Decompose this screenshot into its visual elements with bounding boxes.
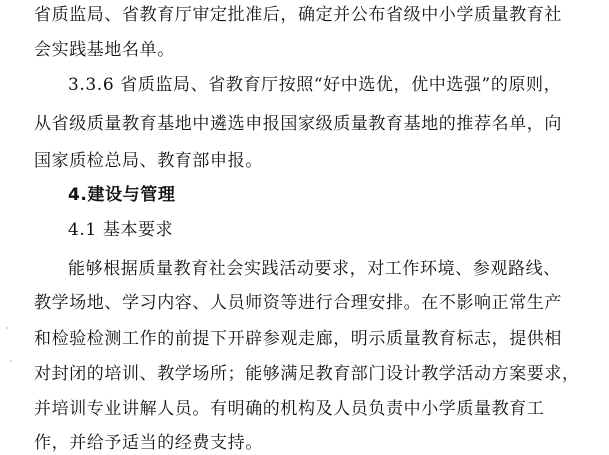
section-3-3-6-line-3: 国家质检总局、教育部申报。 bbox=[34, 151, 263, 171]
scan-speck bbox=[6, 327, 8, 329]
paragraph-line-2: 会实践基地名单。 bbox=[34, 40, 175, 60]
requirements-line-4: 对封闭的培训、教学场所；能够满足教育部门设计教学活动方案要求， bbox=[34, 364, 580, 384]
requirements-line-3: 和检验检测工作的前提下开辟参观走廊，明示质量教育标志，提供相 bbox=[34, 329, 562, 349]
subsection-heading-4-1: 4.1 基本要求 bbox=[68, 220, 174, 240]
requirements-line-5: 并培训专业讲解人员。有明确的机构及人员负责中小学质量教育工 bbox=[34, 399, 545, 419]
requirements-line-1: 能够根据质量教育社会实践活动要求，对工作环境、参观路线、 bbox=[68, 259, 561, 279]
paragraph-line-1: 省质监局、省教育厅审定批准后，确定并公布省级中小学质量教育社 bbox=[34, 5, 562, 25]
requirements-line-6: 作，并给予适当的经费支持。 bbox=[34, 433, 263, 453]
section-3-3-6-line-2: 从省级质量教育基地中遴选申报国家级质量教育基地的推荐名单，向 bbox=[34, 114, 562, 134]
section-3-3-6-line-1: 3.3.6 省质监局、省教育厅按照“好中选优，优中选强”的原则， bbox=[68, 75, 562, 95]
requirements-line-2: 教学场地、学习内容、人员师资等进行合理安排。在不影响正常生产 bbox=[34, 293, 562, 313]
section-heading-4: 4.建设与管理 bbox=[68, 185, 176, 205]
scan-speck bbox=[10, 360, 12, 362]
